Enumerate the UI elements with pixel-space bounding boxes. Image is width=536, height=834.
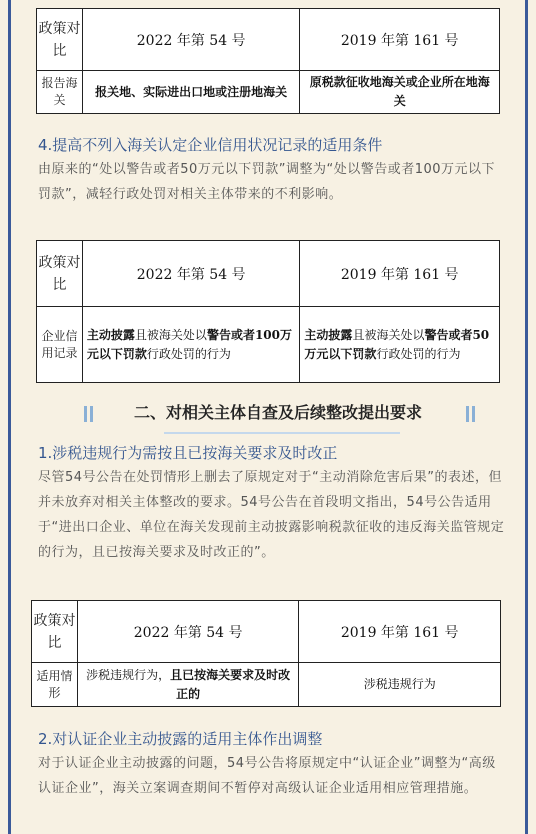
- cell-2019-credit-record: [300, 307, 500, 383]
- comparison-table-applicable-cases: [31, 600, 501, 707]
- decor-bars-left: [84, 406, 96, 426]
- header-2022-no54: 2022 年第 54 号: [82, 9, 300, 71]
- section-4-paragraph: 由原来的“处以警告或者50万元以下罚款”调整为“处以警告或者100万元以下罚款”，减轻行政处罚对相关主体带来的不利影响。: [38, 162, 496, 202]
- text-proactive-disclosure: 主动披露: [86, 327, 135, 342]
- cell-2022-report-customs: 报关地、实际进出口地或注册地海关: [82, 71, 300, 114]
- policy-compare-label: 政策对比: [37, 241, 83, 307]
- cell-2019-report-customs: 原税款征收地海关或企业所在地海关: [300, 71, 500, 114]
- policy-compare-label: 政策对比: [32, 601, 78, 663]
- left-border: [8, 0, 11, 834]
- policy-compare-label: 政策对比: [37, 9, 83, 71]
- section-1-paragraph: 尽管54号公告在处罚情形上删去了原规定对于“主动消除危害后果”的表述，但并未放弃对相关主体整改的要求。54号公告在首段明文指出，54号公告适用于“进出口企业、单位在海关发现前主动披露影响税款征收的违反海关监管规定的行为，且已按海关要求及时改正的”。: [38, 470, 505, 560]
- text-admin-penalty: 行政处罚的行为: [146, 346, 231, 361]
- comparison-table-report-customs: [36, 8, 500, 114]
- text-corrected-in-time: 且已按海关要求及时改正的: [170, 667, 291, 701]
- text-warning-100w: 警告或者100万元以下罚款: [86, 327, 292, 361]
- header-2019-no161: 2019 年第 161 号: [300, 9, 500, 71]
- section-1-heading: 1.涉税违规行为需按且已按海关要求及时改正: [38, 444, 338, 462]
- text-admin-penalty: 行政处罚的行为: [376, 346, 461, 361]
- header-2019-no161: 2019 年第 161 号: [299, 601, 501, 663]
- right-border: [525, 0, 528, 834]
- cell-2022-credit-record: [82, 307, 300, 383]
- part-2-title: [78, 400, 478, 428]
- section-2-paragraph: 对于认证企业主动披露的问题，54号公告将原规定中“认证企业”调整为“高级认证企业”，海关立案调查期间不暂停对高级认证企业适用相应管理措施。: [38, 756, 496, 796]
- text-tax-violation: 涉税违规行为，: [86, 667, 171, 682]
- row-label-applicable-cases: 适用情形: [32, 663, 78, 707]
- section-4-heading: 4.提高不列入海关认定企业信用状况记录的适用条件: [38, 136, 383, 154]
- text-warning-50w: 警告或者50万元以下罚款: [304, 327, 490, 361]
- comparison-table-credit-record: [36, 240, 500, 383]
- section-2-heading: 2.对认证企业主动披露的适用主体作出调整: [38, 730, 323, 748]
- title-underline: [164, 432, 400, 434]
- header-2022-no54: 2022 年第 54 号: [77, 601, 299, 663]
- part-2-title-text: 二、对相关主体自查及后续整改提出要求: [133, 403, 422, 422]
- row-label-credit-record: 企业信用记录: [37, 307, 83, 383]
- decor-bars-right: [466, 406, 478, 426]
- header-2019-no161: 2019 年第 161 号: [300, 241, 500, 307]
- header-2022-no54: 2022 年第 54 号: [82, 241, 300, 307]
- cell-2022-applicable-cases: [77, 663, 299, 707]
- text-penalized-by-customs: 且被海关处以: [352, 327, 425, 342]
- row-label-report-customs: 报告海关: [37, 71, 83, 114]
- text-penalized-by-customs: 且被海关处以: [134, 327, 207, 342]
- text-proactive-disclosure: 主动披露: [304, 327, 353, 342]
- article-page: [14, 0, 522, 834]
- cell-2019-applicable-cases: 涉税违规行为: [299, 663, 501, 707]
